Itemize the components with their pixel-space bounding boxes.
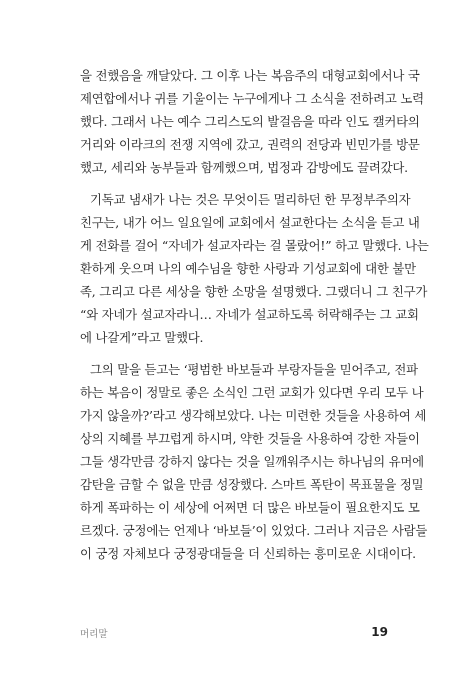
text-line: 했다. 그래서 나는 예수 그리스도의 발걸음을 따라 인도 캘커타의	[80, 114, 420, 129]
text-line: 상의 지혜를 부끄럽게 하시며, 약한 것들을 사용하여 강한 자들이	[80, 431, 420, 446]
page-number: 19	[371, 625, 388, 639]
paragraph	[80, 64, 424, 179]
text-line: 그의 말을 듣고는 ‘평범한 바보들과 부랑자들을 믿어주고, 전파	[90, 362, 418, 377]
text-line: 했고, 세리와 농부들과 함께했으며, 법정과 감방에도 끌려갔다.	[80, 160, 408, 175]
body-text	[80, 64, 429, 565]
text-line: 하는 복음이 정말로 좋은 소식인 그런 교회가 있다면 우리 모두 나	[80, 385, 424, 400]
text-line: 환하게 웃으며 나의 예수님을 향한 사랑과 기성교회에 대한 불만	[80, 261, 416, 276]
text-line: 족, 그리고 다른 세상을 향한 소망을 설명했다. 그랬더니 그 친구가	[80, 284, 428, 299]
text-line: 기독교 냄새가 나는 것은 무엇이든 멀리하던 한 무정부주의자	[90, 192, 411, 207]
text-line: 이 궁정 자체보다 궁정광대들을 더 신뢰하는 흥미로운 시대이다.	[80, 546, 416, 561]
running-footer-section: 머리말	[80, 629, 108, 640]
text-line: 제연합에서나 귀를 기울이는 누구에게나 그 소식을 전하려고 노력	[80, 91, 424, 106]
text-line: 감탄을 금할 수 없을 만큼 성장했다. 스마트 폭탄이 목표물을 정밀	[80, 477, 424, 492]
text-line: 친구는, 내가 어느 일요일에 교회에서 설교한다는 소식을 듣고 내	[80, 215, 420, 230]
text-line: 하게 폭파하는 이 세상에 어쩌면 더 많은 바보들이 필요한지도 모	[80, 500, 420, 515]
text-line: 르겠다. 궁정에는 언제나 ‘바보들’이 있었다. 그러나 지금은 사람들	[80, 523, 428, 538]
paragraph	[80, 188, 429, 349]
text-line: “와 자네가 설교자라니… 자네가 설교하도록 허락해주는 그 교회	[80, 307, 419, 322]
text-line: 게 전화를 걸어 “자네가 설교자라는 걸 몰랐어!” 하고 말했다. 나는	[80, 238, 429, 253]
text-line: 거리와 이라크의 전쟁 지역에 갔고, 권력의 전당과 빈민가를 방문	[80, 137, 420, 152]
text-line: 에 나갈게”라고 말했다.	[80, 330, 204, 345]
text-line: 을 전했음을 깨달았다. 그 이후 나는 복음주의 대형교회에서나 국	[80, 68, 420, 83]
text-line: 그들 생각만큼 강하지 않다는 것을 일깨워주시는 하나님의 유머에	[80, 454, 424, 469]
text-line: 가지 않을까?’라고 생각해보았다. 나는 미련한 것들을 사용하여 세	[80, 408, 427, 423]
paragraph	[80, 358, 428, 565]
